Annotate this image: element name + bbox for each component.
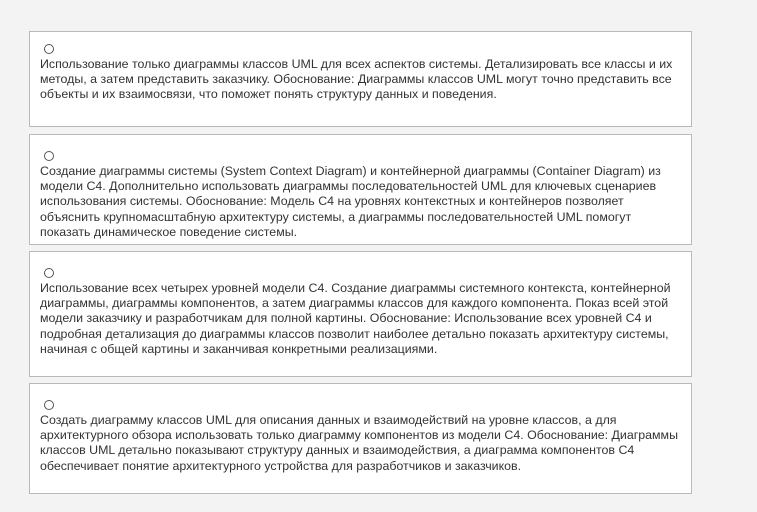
radio-button-option-1[interactable] (44, 44, 54, 54)
answer-option-3-text: Использование всех четырех уровней модели C4. Создание диаграммы системного контекста, контейнерной диаграммы, диаграммы компонентов, а затем диаграммы классов для каждого компонента. Показ всей этой модели заказчику и разработчикам для полной картины. Обоснование: Использование всех уровней C4 и подробная детализация до диаграммы классов позволит наиболее детально показать архитектуру системы, начиная с общей картины и заканчивая конкретными реализациями. (40, 281, 671, 356)
answer-option-2[interactable] (29, 134, 692, 245)
answer-option-1-text: Использование только диаграммы классов UML для всех аспектов системы. Детализировать все классы и их методы, а затем представить заказчику. Обоснование: Диаграммы классов UML могут точно представить все объекты и их взаимосвязи, что поможет понять структуру данных и поведения. (40, 57, 673, 102)
answer-option-4[interactable] (29, 383, 692, 494)
radio-button-option-3[interactable] (44, 268, 54, 278)
answer-option-3[interactable] (29, 251, 692, 377)
answer-option-1[interactable] (29, 31, 692, 127)
answer-option-4-text: Создать диаграмму классов UML для описания данных и взаимодействий на уровне классов, а для архитектурного обзора использовать только диаграмму компонентов из модели C4. Обоснование: Диаграммы классов UML детально показывают структуру данных и взаимодействия, а диаграмма компонентов C4 обеспечивает понятие архитектурного устройства для разработчиков и заказчиков. (40, 413, 678, 473)
radio-button-option-2[interactable] (44, 151, 54, 161)
radio-button-option-4[interactable] (44, 400, 54, 410)
answer-option-2-text: Создание диаграммы системы (System Context Diagram) и контейнерной диаграммы (Container Diagram) из модели C4. Дополнительно использовать диаграммы последовательностей UML для ключевых сценариев использования системы. Обоснование: Модель C4 на уровнях контекстных и контейнеров позволяет объяснить крупномасштабную архитектуру системы, а диаграммы последовательностей UML помогут показать динамическое поведение системы. (40, 164, 661, 239)
